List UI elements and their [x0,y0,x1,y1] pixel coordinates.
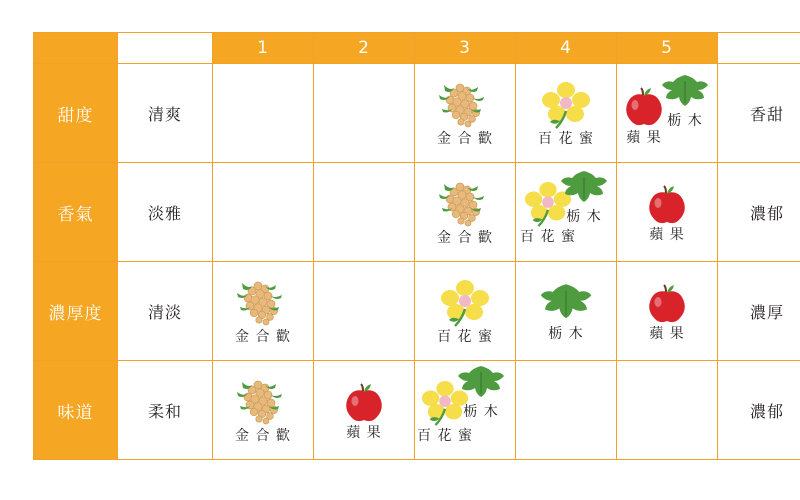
mark-label: 百 花 蜜 [538,130,594,147]
table-row [34,361,800,460]
mark-label: 百 花 蜜 [437,328,493,345]
cell-sweetness-4 [516,64,617,163]
mark-apple [644,183,690,242]
cell-richness-4 [516,262,617,361]
cell-aroma-1 [213,163,314,262]
apple-icon [644,183,690,227]
header-scale-5: 5 [617,33,718,64]
apple-icon [644,282,690,326]
header-corner-right [718,33,800,64]
header-scale-1: 1 [213,33,314,64]
cell-sweetness-5 [617,64,718,163]
mark-acacia [436,81,494,146]
row-low-label: 清爽 [118,64,213,163]
row-low-label: 清淡 [118,262,213,361]
mark-maple [659,73,711,128]
table-row [34,64,800,163]
row-attribute-richness: 濃厚度 [34,262,118,361]
mark-label: 百 花 蜜 [520,229,576,245]
cell-richness-2 [314,262,415,361]
cell-richness-3 [415,262,516,361]
mark-wildflower [437,279,493,344]
mark-label: 栃 木 [463,404,499,420]
mark-maple [536,282,596,341]
wildflower-icon [538,81,594,131]
cell-taste-2 [314,361,415,460]
cell-sweetness-3 [415,64,516,163]
table-header-row [34,33,800,64]
mark-label: 金 合 歡 [235,427,291,444]
mark-wildflower [538,81,594,146]
row-attribute-aroma: 香氣 [34,163,118,262]
cell-taste-1 [213,361,314,460]
acacia-flower-icon [234,279,292,329]
mark-label: 蘋 果 [649,226,685,243]
mark-label: 栃 木 [667,113,703,129]
mark-maple [558,169,610,224]
maple-leaf-icon [455,364,507,404]
maple-leaf-icon [659,73,711,113]
cell-taste-3 [415,361,516,460]
cell-sweetness-2 [314,64,415,163]
header-scale-2: 2 [314,33,415,64]
mark-label: 金 合 歡 [235,328,291,345]
row-high-label: 濃厚 [718,262,800,361]
maple-leaf-icon [536,282,596,326]
acacia-flower-icon [234,378,292,428]
wildflower-icon [437,279,493,329]
mark-maple [455,364,507,419]
table-row [34,262,800,361]
table-row [34,163,800,262]
mark-label: 蘋 果 [346,424,382,441]
mark-acacia [234,279,292,344]
mark-label: 蘋 果 [626,130,662,146]
mark-acacia [234,378,292,443]
row-high-label: 濃郁 [718,361,800,460]
mark-label: 栃 木 [548,325,584,342]
row-high-label: 濃郁 [718,163,800,262]
apple-icon [341,381,387,425]
cell-richness-5 [617,262,718,361]
row-attribute-taste: 味道 [34,361,118,460]
header-corner-left [34,33,118,64]
cell-aroma-5 [617,163,718,262]
honey-comparison-matrix [33,32,800,460]
cell-aroma-2 [314,163,415,262]
cell-richness-1 [213,262,314,361]
mark-label: 蘋 果 [649,325,685,342]
mark-apple [644,282,690,341]
acacia-flower-icon [436,180,494,230]
acacia-flower-icon [436,81,494,131]
row-low-label: 淡雅 [118,163,213,262]
cell-aroma-3 [415,163,516,262]
header-scale-4: 4 [516,33,617,64]
mark-acacia [436,180,494,245]
row-high-label: 香甜 [718,64,800,163]
cell-taste-5 [617,361,718,460]
mark-label: 百 花 蜜 [417,428,473,444]
row-low-label: 柔和 [118,361,213,460]
cell-taste-4 [516,361,617,460]
mark-label: 金 合 歡 [437,229,493,246]
header-low-blank [118,33,213,64]
cell-aroma-4 [516,163,617,262]
mark-label: 栃 木 [566,209,602,225]
maple-leaf-icon [558,169,610,209]
mark-apple [341,381,387,440]
mark-label: 金 合 歡 [437,130,493,147]
header-scale-3: 3 [415,33,516,64]
cell-sweetness-1 [213,64,314,163]
row-attribute-sweetness: 甜度 [34,64,118,163]
